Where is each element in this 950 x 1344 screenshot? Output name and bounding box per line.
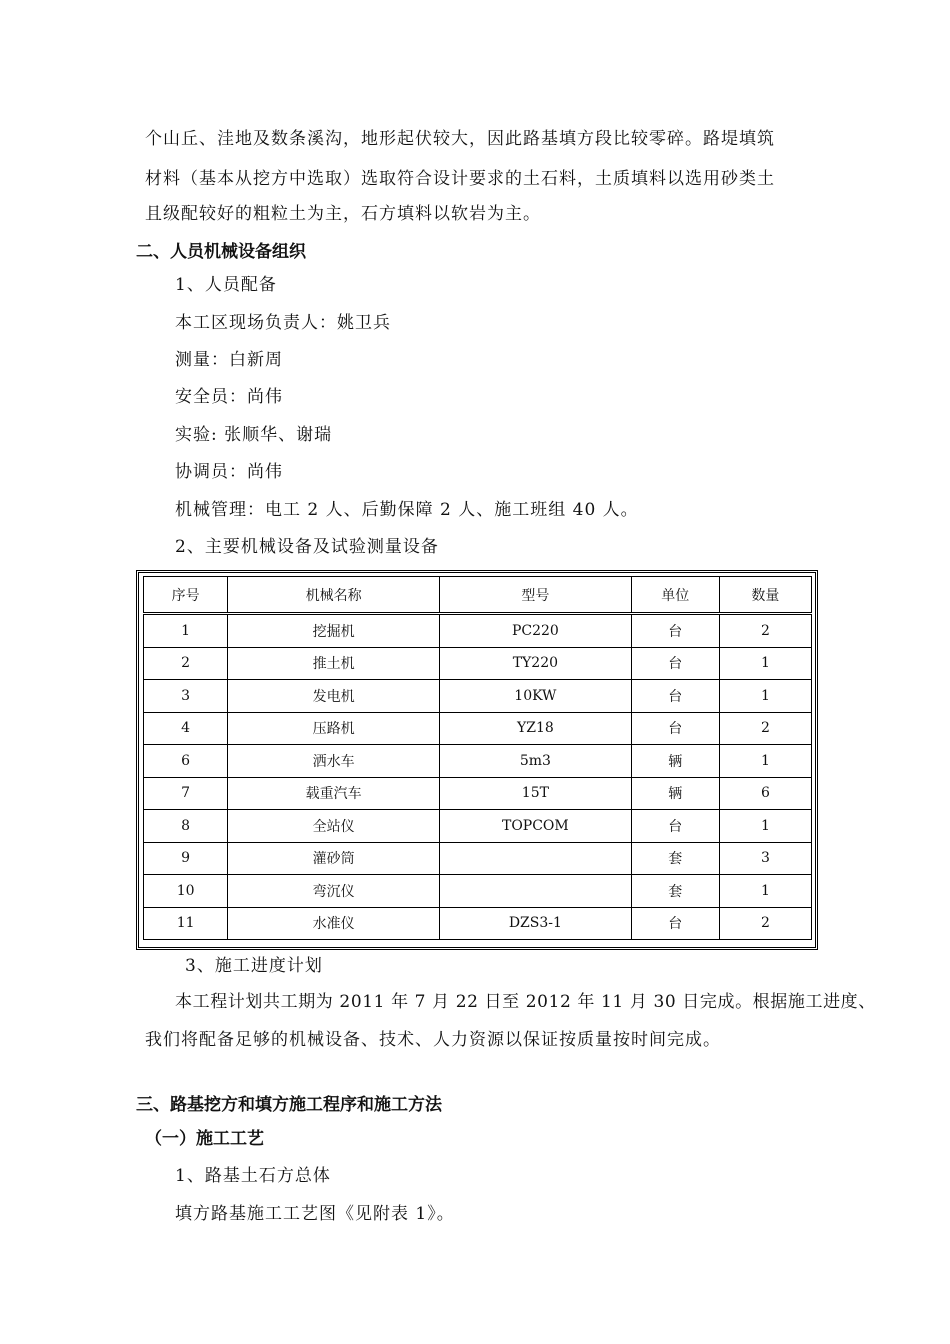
paragraph-line: 填方路基施工工艺图《见附表 1》。 — [175, 1204, 455, 1224]
cell: TY220 — [440, 647, 632, 680]
cell: 1 — [719, 680, 811, 713]
cell: 9 — [144, 842, 228, 875]
table-row — [144, 875, 812, 908]
cell: 2 — [719, 907, 811, 940]
table-row — [144, 614, 812, 648]
table-row — [144, 745, 812, 778]
cell: 挖掘机 — [228, 614, 440, 648]
cell: 台 — [631, 680, 719, 713]
cell: 水准仪 — [228, 907, 440, 940]
paragraph-line: 我们将配备足够的机械设备、技术、人力资源以保证按质量按时间完成。 — [145, 1030, 721, 1050]
cell — [440, 842, 632, 875]
subsection-label: 1、路基土石方总体 — [175, 1166, 331, 1186]
paragraph-line: 个山丘、洼地及数条溪沟，地形起伏较大，因此路基填方段比较零碎。路堤填筑 — [145, 129, 775, 149]
cell: 套 — [631, 842, 719, 875]
table-row — [144, 907, 812, 940]
cell: 发电机 — [228, 680, 440, 713]
cell: 3 — [719, 842, 811, 875]
cell: 5m3 — [440, 745, 632, 778]
cell: 4 — [144, 712, 228, 745]
cell: 灌砂筒 — [228, 842, 440, 875]
cell: YZ18 — [440, 712, 632, 745]
table-row — [144, 810, 812, 843]
subsection-heading: （一）施工工艺 — [145, 1129, 264, 1149]
cell: 套 — [631, 875, 719, 908]
cell — [440, 875, 632, 908]
staff-line: 实验: 张顺华、谢瑞 — [175, 425, 333, 445]
equipment-table — [143, 576, 812, 940]
cell: 2 — [719, 712, 811, 745]
cell: 1 — [719, 647, 811, 680]
cell: 2 — [144, 647, 228, 680]
table-row — [144, 647, 812, 680]
cell: 推土机 — [228, 647, 440, 680]
cell: 1 — [719, 810, 811, 843]
cell: TOPCOM — [440, 810, 632, 843]
subsection-label: 1、人员配备 — [175, 275, 277, 295]
cell: 6 — [719, 777, 811, 810]
subsection-label: 2、主要机械设备及试验测量设备 — [175, 537, 439, 557]
cell: 11 — [144, 907, 228, 940]
staff-line: 机械管理：电工 2 人、后勤保障 2 人、施工班组 40 人。 — [175, 500, 639, 520]
cell: 6 — [144, 745, 228, 778]
staff-line: 测量：白新周 — [175, 350, 283, 370]
table-row — [144, 680, 812, 713]
cell: 台 — [631, 647, 719, 680]
cell: 1 — [144, 614, 228, 648]
staff-line: 协调员：尚伟 — [175, 462, 283, 482]
cell: DZS3-1 — [440, 907, 632, 940]
table-header-row — [144, 577, 812, 614]
cell: 台 — [631, 614, 719, 648]
paragraph-line: 且级配较好的粗粒土为主，石方填料以软岩为主。 — [145, 204, 541, 224]
cell: 8 — [144, 810, 228, 843]
cell: 10KW — [440, 680, 632, 713]
cell: 1 — [719, 745, 811, 778]
cell: 台 — [631, 712, 719, 745]
paragraph-line: 材料（基本从挖方中选取）选取符合设计要求的土石料，土质填料以选用砂类土 — [145, 169, 775, 189]
section-heading: 二、人员机械设备组织 — [136, 242, 306, 262]
cell: 洒水车 — [228, 745, 440, 778]
staff-line: 安全员：尚伟 — [175, 387, 283, 407]
cell: 弯沉仪 — [228, 875, 440, 908]
staff-line: 本工区现场负责人：姚卫兵 — [175, 313, 391, 333]
subsection-label: 3、施工进度计划 — [185, 956, 323, 976]
cell: 15T — [440, 777, 632, 810]
cell: 台 — [631, 810, 719, 843]
header-cell: 单位 — [631, 577, 719, 614]
section-heading: 三、路基挖方和填方施工程序和施工方法 — [136, 1095, 442, 1115]
cell: 7 — [144, 777, 228, 810]
cell: 载重汽车 — [228, 777, 440, 810]
header-cell: 型号 — [440, 577, 632, 614]
header-cell: 机械名称 — [228, 577, 440, 614]
cell: 10 — [144, 875, 228, 908]
cell: 1 — [719, 875, 811, 908]
table-row — [144, 777, 812, 810]
cell: 3 — [144, 680, 228, 713]
cell: 全站仪 — [228, 810, 440, 843]
header-cell: 序号 — [144, 577, 228, 614]
cell: PC220 — [440, 614, 632, 648]
table-row — [144, 842, 812, 875]
paragraph-line: 本工程计划共工期为 2011 年 7 月 22 日至 2012 年 11 月 30 日完成。根据施工进度、 — [175, 992, 876, 1012]
cell: 台 — [631, 907, 719, 940]
cell: 压路机 — [228, 712, 440, 745]
cell: 辆 — [631, 777, 719, 810]
table-row — [144, 712, 812, 745]
cell: 2 — [719, 614, 811, 648]
header-cell: 数量 — [719, 577, 811, 614]
cell: 辆 — [631, 745, 719, 778]
